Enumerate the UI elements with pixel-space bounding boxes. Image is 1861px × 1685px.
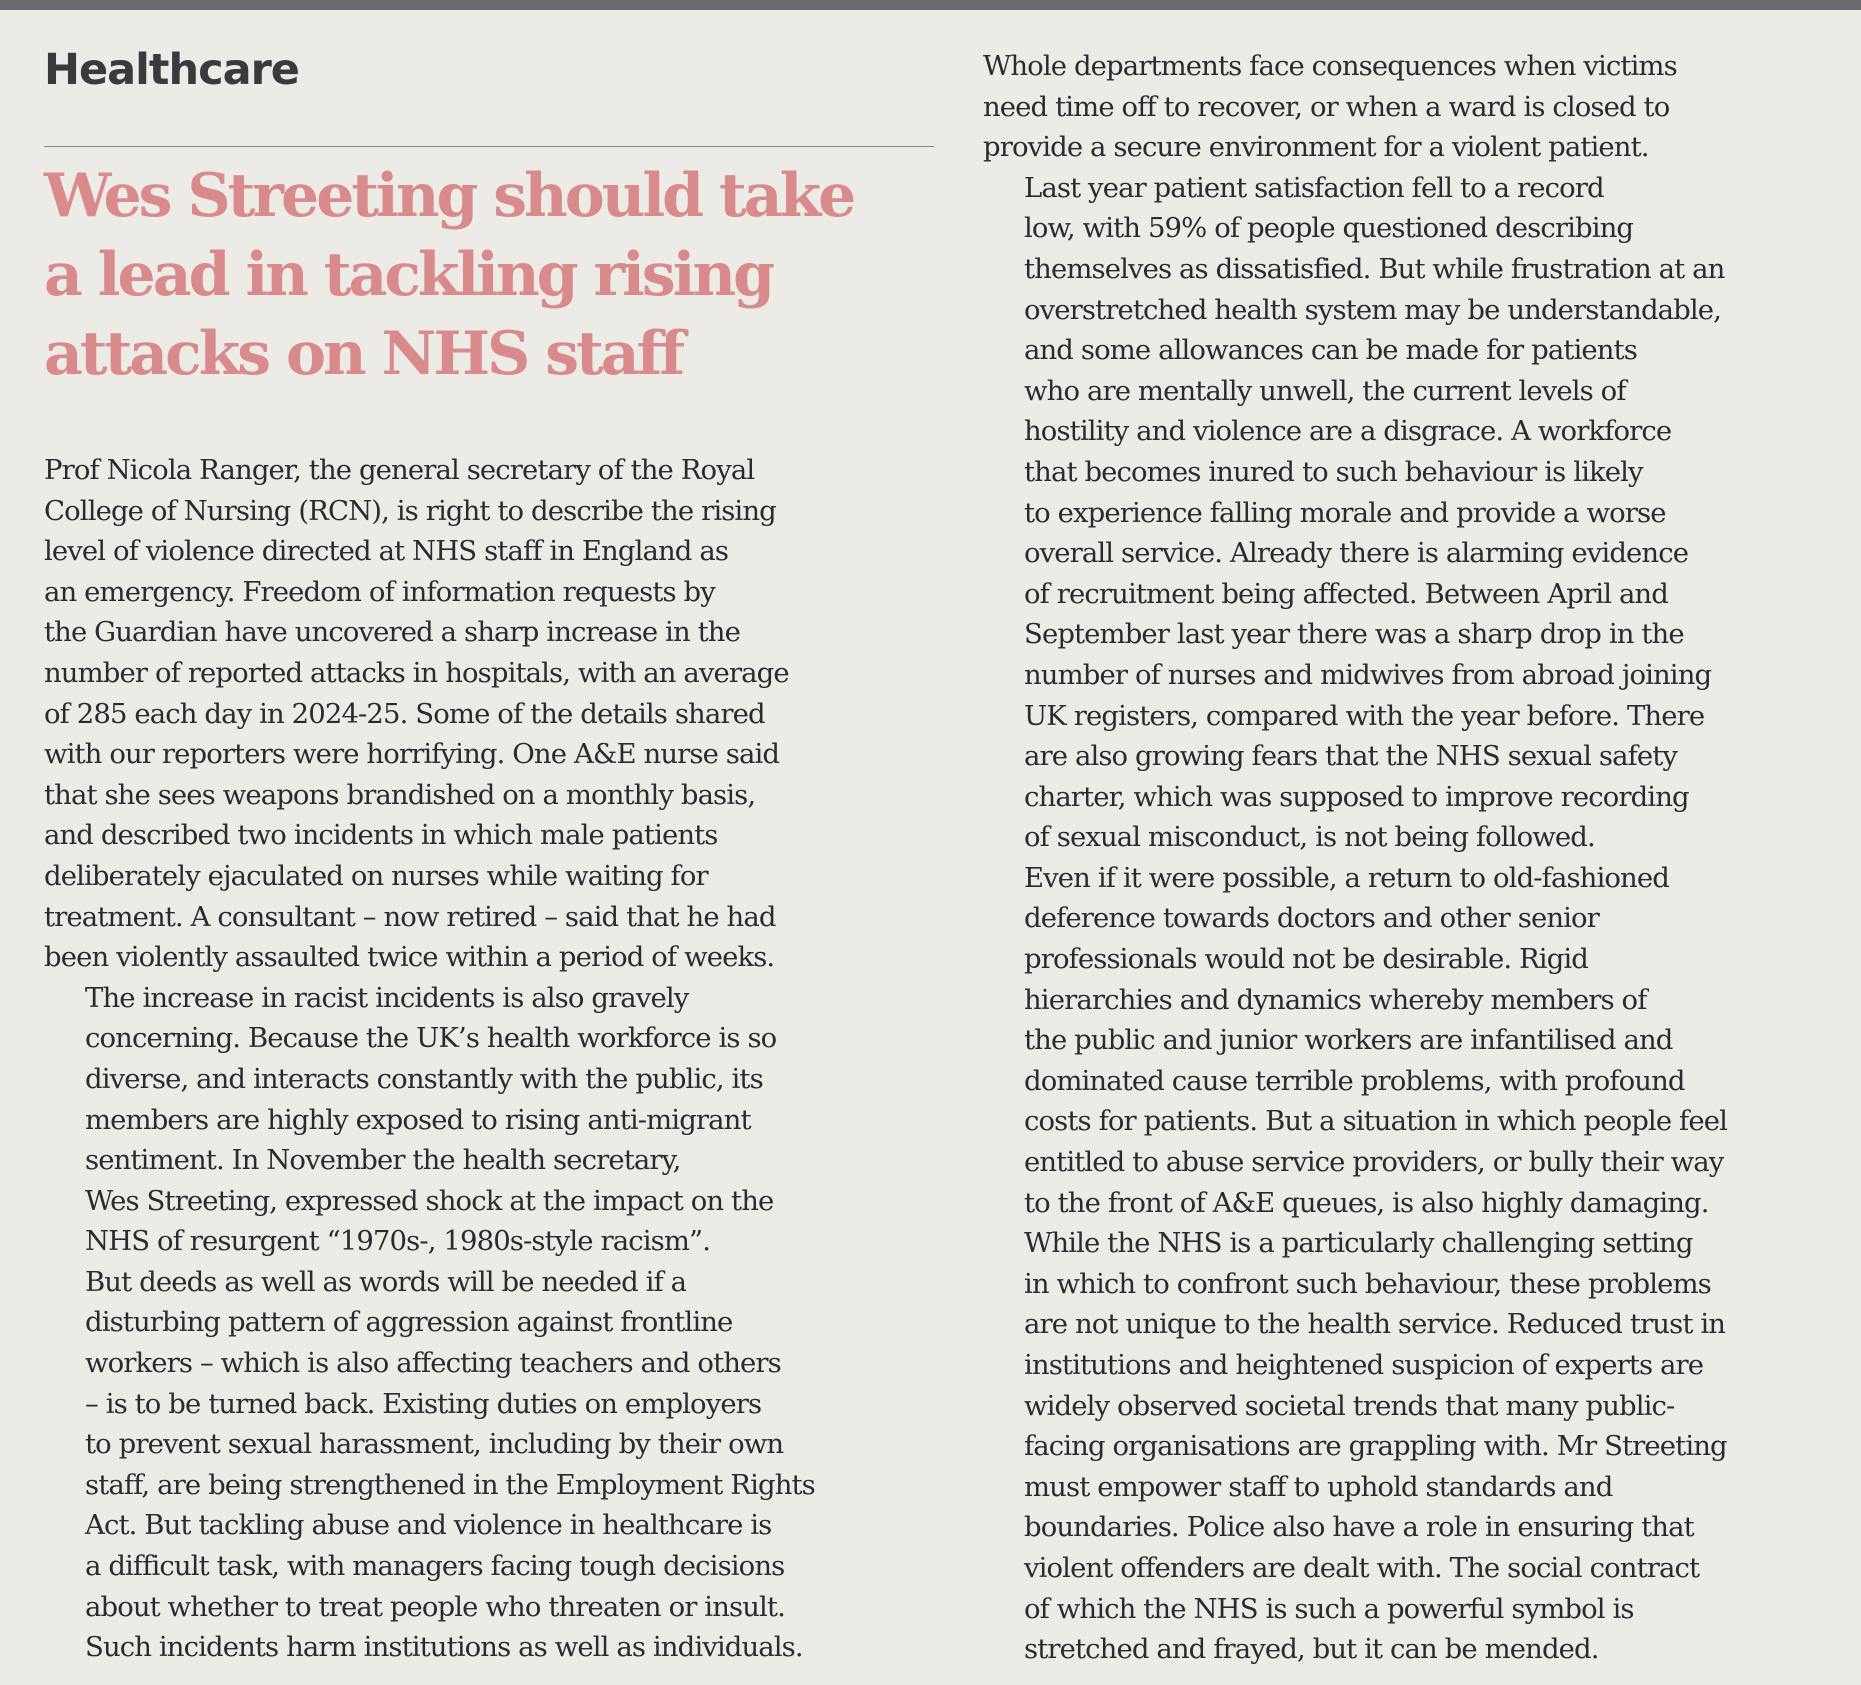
text-line: to experience falling morale and provide a worse bbox=[1024, 496, 1666, 529]
text-line: themselves as dissatisfied. But while frustration at an bbox=[1024, 252, 1725, 285]
article-paragraph bbox=[44, 978, 934, 1262]
text-line: need time off to recover, or when a ward is closed to bbox=[983, 90, 1670, 123]
newspaper-clipping bbox=[0, 10, 1861, 1685]
left-column bbox=[44, 40, 934, 1668]
text-line: – is to be turned back. Existing duties on employers bbox=[85, 1387, 762, 1420]
text-line: concerning. Because the UK’s health workforce is so bbox=[85, 1022, 777, 1055]
text-line: But deeds as well as words will be needed if a bbox=[85, 1265, 687, 1298]
text-line: professionals would not be desirable. Rigid bbox=[1024, 943, 1589, 976]
text-line: overstretched health system may be understandable, bbox=[1024, 293, 1721, 326]
text-line: provide a secure environment for a violent patient. bbox=[983, 131, 1649, 164]
text-line: facing organisations are grappling with. Mr Streeting bbox=[1024, 1430, 1727, 1463]
headline-line: a lead in tackling rising bbox=[44, 240, 773, 310]
text-line: dominated cause terrible problems, with profound bbox=[1024, 1064, 1685, 1097]
text-line: low, with 59% of people questioned describing bbox=[1024, 212, 1634, 245]
text-line: level of violence directed at NHS staff in England as bbox=[44, 535, 729, 568]
text-line: The increase in racist incidents is also gravely bbox=[85, 981, 689, 1014]
text-line: diverse, and interacts constantly with the public, its bbox=[85, 1062, 763, 1095]
headline-divider bbox=[44, 146, 934, 147]
text-line: been violently assaulted twice within a period of weeks. bbox=[44, 941, 775, 974]
text-line: September last year there was a sharp drop in the bbox=[1024, 618, 1684, 651]
text-line: While the NHS is a particularly challenging setting bbox=[1024, 1227, 1693, 1260]
text-line: that becomes inured to such behaviour is likely bbox=[1024, 455, 1643, 488]
text-line: to the front of A&E queues, is also highly damaging. bbox=[1024, 1186, 1709, 1219]
text-line: NHS of resurgent “1970s-, 1980s-style racism”. bbox=[85, 1225, 711, 1258]
text-line: of 285 each day in 2024-25. Some of the details shared bbox=[44, 697, 765, 730]
text-line: deference towards doctors and other senior bbox=[1024, 902, 1599, 935]
text-line: in which to confront such behaviour, these problems bbox=[1024, 1267, 1711, 1300]
text-line: sentiment. In November the health secretary, bbox=[85, 1144, 681, 1177]
text-line: College of Nursing (RCN), is right to describe the rising bbox=[44, 494, 776, 527]
article-paragraph bbox=[983, 858, 1823, 1223]
article-paragraph bbox=[983, 168, 1823, 858]
text-line: disturbing pattern of aggression against frontline bbox=[85, 1306, 733, 1339]
text-line: that she sees weapons brandished on a monthly basis, bbox=[44, 778, 756, 811]
headline bbox=[44, 157, 934, 394]
article-paragraph bbox=[44, 450, 934, 978]
text-line: Act. But tackling abuse and violence in healthcare is bbox=[85, 1509, 772, 1542]
text-line: are not unique to the health service. Reduced trust in bbox=[1024, 1308, 1726, 1341]
text-line: number of nurses and midwives from abroad joining bbox=[1024, 658, 1712, 691]
text-line: boundaries. Police also have a role in ensuring that bbox=[1024, 1511, 1694, 1544]
text-line: stretched and frayed, but it can be mended. bbox=[1024, 1633, 1599, 1666]
text-line: to prevent sexual harassment, including by their own bbox=[85, 1428, 784, 1461]
text-line: Whole departments face consequences when victims bbox=[983, 50, 1677, 82]
text-line: Even if it were possible, a return to old-fashioned bbox=[1024, 861, 1669, 894]
text-line: and described two incidents in which male patients bbox=[44, 819, 718, 852]
text-line: an emergency. Freedom of information requests by bbox=[44, 575, 715, 608]
text-line: costs for patients. But a situation in which people feel bbox=[1024, 1105, 1727, 1138]
text-line: deliberately ejaculated on nurses while waiting for bbox=[44, 859, 708, 892]
text-line: institutions and heightened suspicion of experts are bbox=[1024, 1349, 1704, 1381]
text-line: UK registers, compared with the year before. There bbox=[1024, 699, 1705, 732]
text-line: staff, are being strengthened in the Employment Rights bbox=[85, 1468, 815, 1501]
text-line: number of reported attacks in hospitals, with an average bbox=[44, 656, 789, 689]
text-line: and some allowances can be made for patients bbox=[1024, 334, 1637, 367]
left-column-body bbox=[44, 450, 934, 1668]
text-line: hostility and violence are a disgrace. A workforce bbox=[1024, 415, 1672, 448]
headline-line: Wes Streeting should take bbox=[44, 161, 854, 231]
text-line: overall service. Already there is alarming evidence bbox=[1024, 537, 1689, 570]
text-line: widely observed societal trends that many public- bbox=[1024, 1389, 1675, 1422]
text-line: are also growing fears that the NHS sexual safety bbox=[1024, 740, 1678, 773]
text-line: of recruitment being affected. Between April and bbox=[1024, 577, 1668, 610]
text-line: of which the NHS is such a powerful symbol is bbox=[1024, 1592, 1634, 1625]
text-line: must empower staff to uphold standards and bbox=[1024, 1470, 1613, 1503]
article-paragraph bbox=[983, 46, 1823, 168]
headline-line: attacks on NHS staff bbox=[44, 319, 683, 389]
text-line: Last year patient satisfaction fell to a record bbox=[1024, 171, 1604, 204]
text-line: members are highly exposed to rising anti-migrant bbox=[85, 1103, 751, 1136]
section-label: Healthcare bbox=[44, 45, 299, 95]
text-line: violent offenders are dealt with. The social contract bbox=[1024, 1551, 1700, 1584]
text-line: with our reporters were horrifying. One A&E nurse said bbox=[44, 738, 780, 771]
article-paragraph bbox=[44, 1262, 934, 1668]
right-column bbox=[983, 46, 1823, 1670]
text-line: the Guardian have uncovered a sharp increase in the bbox=[44, 616, 740, 649]
text-line: Wes Streeting, expressed shock at the impact on the bbox=[85, 1184, 774, 1217]
text-line: Such incidents harm institutions as well as individuals. bbox=[85, 1631, 803, 1664]
text-line: the public and junior workers are infantilised and bbox=[1024, 1024, 1673, 1057]
text-line: who are mentally unwell, the current levels of bbox=[1024, 374, 1626, 407]
text-line: about whether to treat people who threaten or insult. bbox=[85, 1590, 785, 1623]
text-line: charter, which was supposed to improve recording bbox=[1024, 780, 1689, 813]
text-line: Prof Nicola Ranger, the general secretary of the Royal bbox=[44, 454, 755, 486]
text-line: hierarchies and dynamics whereby members of bbox=[1024, 983, 1647, 1016]
text-line: entitled to abuse service providers, or bully their way bbox=[1024, 1146, 1724, 1179]
top-border-rule bbox=[0, 0, 1861, 10]
right-column-body bbox=[983, 46, 1823, 1670]
text-line: a difficult task, with managers facing tough decisions bbox=[85, 1550, 785, 1583]
text-line: of sexual misconduct, is not being followed. bbox=[1024, 821, 1595, 854]
text-line: treatment. A consultant – now retired – said that he had bbox=[44, 900, 776, 933]
text-line: workers – which is also affecting teachers and others bbox=[85, 1347, 781, 1380]
article-paragraph bbox=[983, 1223, 1823, 1670]
